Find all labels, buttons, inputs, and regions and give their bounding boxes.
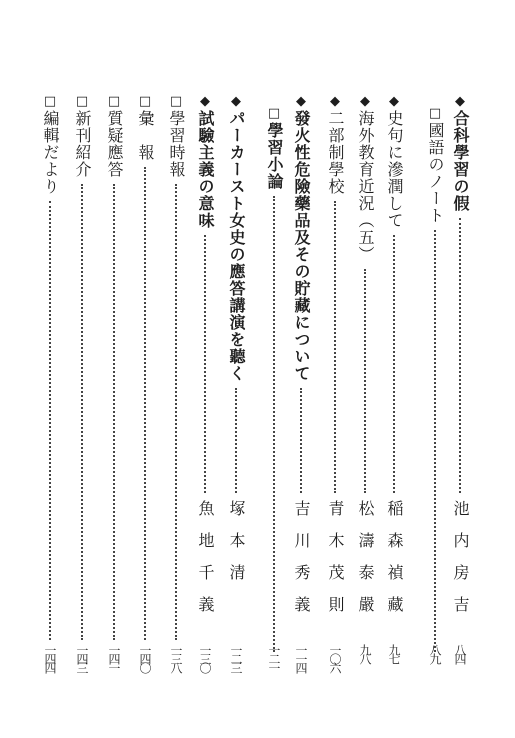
toc-entry-author: 魚地千義 [196,500,215,628]
dot-leader [393,235,395,493]
square-bullet-icon: □ [107,94,121,109]
toc-entry-page-number: 一三八 [169,644,183,671]
toc-entry-page-number: 八九 [428,644,442,662]
toc-entry[interactable] [289,94,313,671]
toc-entry-page-number: 九八 [358,644,372,662]
square-bullet-icon: □ [267,106,281,121]
diamond-bullet-icon: ◆ [360,94,370,109]
toc-entry-page-number: 九七 [387,644,401,662]
toc-entry[interactable] [382,95,406,667]
square-bullet-icon: □ [75,94,89,109]
toc-entry-page-number: 一四四 [43,644,57,671]
toc-entry-title: 試驗主義の意味 [196,110,215,229]
dot-leader [364,269,366,493]
square-bullet-icon: □ [169,94,183,109]
toc-entry[interactable] [133,94,157,671]
toc-entry-title: 海外教育近況（五） [356,110,375,263]
diamond-bullet-icon: ◆ [200,94,210,109]
toc-entry[interactable] [193,94,217,671]
dot-leader [235,388,237,493]
diamond-bullet-icon: ◆ [455,94,465,109]
toc-entry-page-number: 一二一 [267,644,281,671]
toc-entry-author: 稲森禎藏 [385,500,404,628]
toc-entry-page-number: 一三〇 [198,644,212,671]
dot-leader [459,218,461,493]
toc-entry-title: 學習小論 [265,122,284,190]
toc-entry-title: 編輯だより [41,110,60,195]
toc-entry-author: 松濤泰嚴 [356,500,375,628]
diamond-bullet-icon: ◆ [389,94,399,109]
toc-entry-title: 學習時報 [167,110,186,178]
toc-entry-author: 池内房吉 [451,500,470,628]
toc-entry[interactable] [38,94,62,671]
dot-leader [81,184,83,640]
square-bullet-icon: □ [138,94,152,109]
square-bullet-icon: □ [43,94,57,109]
dot-leader [273,196,275,652]
toc-entry-page-number: 一四三 [75,644,89,671]
toc-entry-title: パーカースト女史の應答講演を聽く [227,110,246,382]
dot-leader [144,167,146,640]
toc-entry-title: 發火性危險藥品及その貯藏について [292,110,311,382]
dot-leader [204,235,206,493]
dot-leader [175,184,177,640]
toc-entry[interactable] [323,94,347,671]
toc-entry-title: 二部制學校 [326,110,345,195]
toc-entry[interactable] [164,94,188,671]
toc-entry-author: 青木茂則 [326,500,345,628]
toc-entry[interactable] [448,95,472,667]
dot-leader [49,201,51,640]
toc-entry-page-number: 一一四 [294,644,308,671]
toc-entry-title: 質疑應答 [105,110,124,178]
toc-entry-page-number: 一四一 [107,644,121,671]
toc-entry-title: 合科學習の假 [451,110,470,212]
toc-entry-author: 吉川秀義 [292,500,311,628]
square-bullet-icon: □ [428,106,442,121]
toc-entry-title: 彙 報 [136,110,155,161]
toc-entry[interactable] [423,107,447,679]
diamond-bullet-icon: ◆ [330,94,340,109]
toc-entry-page-number: 一四〇 [138,644,152,671]
toc-entry-author: 塚本清 [227,500,246,596]
toc-entry-page-number: 八四 [453,644,467,662]
toc-entry[interactable] [70,94,94,671]
toc-entry[interactable] [262,107,286,679]
toc-entry-page-number: 一二三 [229,644,243,671]
toc-entry[interactable] [224,94,248,671]
toc-entry-page-number: 一〇六 [328,644,342,671]
dot-leader [113,184,115,640]
diamond-bullet-icon: ◆ [231,94,241,109]
dot-leader [300,388,302,493]
dot-leader [334,201,336,493]
toc-entry-title: 國語のノート [426,122,445,224]
dot-leader [434,230,436,652]
diamond-bullet-icon: ◆ [296,94,306,109]
toc-entry[interactable] [102,94,126,671]
toc-entry-title: 史句に滲潤して [385,110,404,229]
toc-entry[interactable] [353,95,377,667]
toc-entry-title: 新刊紹介 [73,110,92,178]
